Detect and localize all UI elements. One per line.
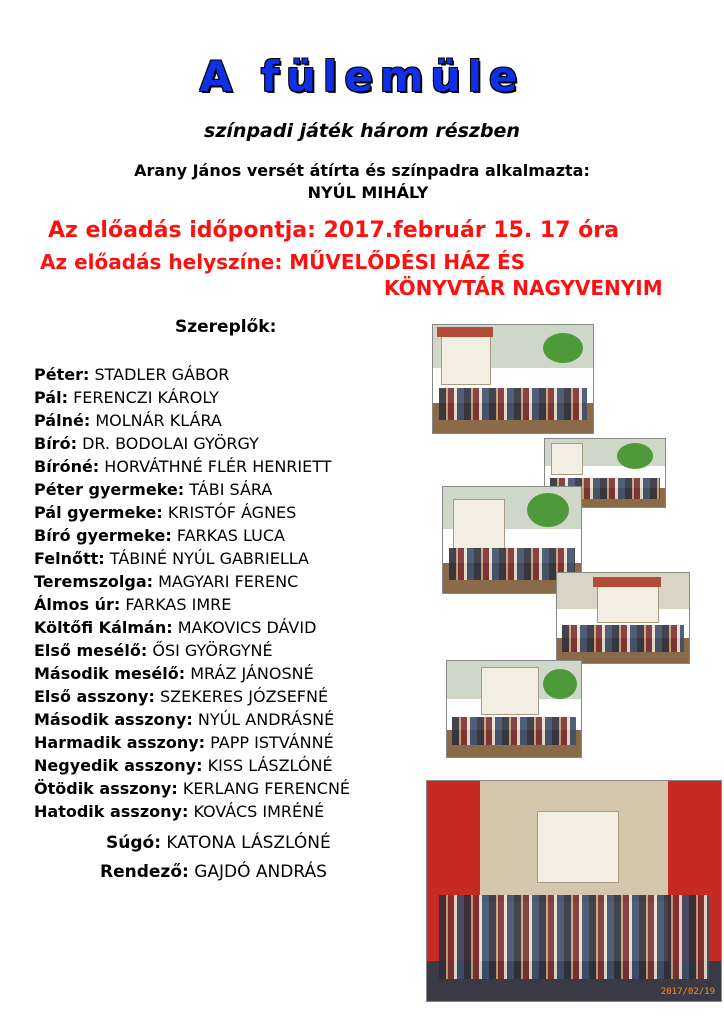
cast-actor: HORVÁTHNÉ FLÉR HENRIETT [104, 457, 332, 476]
adapter-name: NYÚL MIHÁLY [307, 183, 429, 202]
stage-photo-1 [432, 324, 594, 434]
photo-date-stamp: 2017/02/19 [660, 987, 715, 997]
cast-role: Pál gyermeke: [34, 503, 163, 522]
cast-actor: FARKAS LUCA [176, 526, 285, 545]
cast-actor: MRÁZ JÁNOSNÉ [190, 664, 314, 683]
cast-role: Második mesélő: [34, 664, 186, 683]
cast-actor: TÁBI SÁRA [189, 480, 273, 499]
crew-person: GAJDÓ ANDRÁS [194, 862, 327, 882]
cast-role: Felnőtt: [34, 549, 105, 568]
cast-item [34, 754, 350, 777]
cast-item [34, 524, 350, 547]
cast-role: Péter: [34, 365, 90, 384]
cast-role: Bíró gyermeke: [34, 526, 172, 545]
cast-actor: KOVÁCS IMRÉNÉ [193, 802, 325, 821]
cast-role: Harmadik asszony: [34, 733, 206, 752]
cast-actor: FERENCZI KÁROLY [73, 388, 219, 407]
cast-item [34, 777, 350, 800]
cast-role: Hatodik asszony: [34, 802, 189, 821]
cast-actor: PAPP ISTVÁNNÉ [210, 733, 334, 752]
cast-role: Első asszony: [34, 687, 155, 706]
cast-role: Bíró: [34, 434, 77, 453]
performance-date: Az előadás időpontja: 2017.február 15. 17 óra [48, 218, 619, 243]
cast-item [34, 386, 350, 409]
cast-role: Ötödik asszony: [34, 779, 178, 798]
crew-role: Rendező: [100, 862, 189, 882]
crew-role: Súgó: [106, 833, 161, 853]
stage-photo-5 [446, 660, 582, 758]
crew-list [100, 829, 331, 887]
adaptation-line: Arany János versét átírta és színpadra alkalmazta: [134, 161, 590, 180]
cast-actor: KERLANG FERENCNÉ [182, 779, 351, 798]
crew-item [100, 858, 331, 887]
cast-item [34, 363, 350, 386]
crew-item [100, 829, 331, 858]
cast-item [34, 432, 350, 455]
stage-photo-6 [426, 780, 722, 1002]
cast-actor: STADLER GÁBOR [94, 365, 230, 384]
page-title: A fülemüle [199, 52, 525, 101]
cast-item [34, 478, 350, 501]
cast-role: Bíróné: [34, 457, 100, 476]
cast-actor: TÁBINÉ NYÚL GABRIELLA [109, 549, 309, 568]
performance-venue-cont: KÖNYVTÁR NAGYVENYIM [384, 276, 663, 300]
cast-actor: SZEKERES JÓZSEFNÉ [159, 687, 329, 706]
cast-item [34, 731, 350, 754]
cast-item [34, 570, 350, 593]
stage-photo-4 [556, 572, 690, 664]
cast-list [34, 363, 350, 823]
cast-role: Költőfi Kálmán: [34, 618, 173, 637]
cast-item [34, 547, 350, 570]
cast-item [34, 616, 350, 639]
cast-actor: MOLNÁR KLÁRA [95, 411, 222, 430]
cast-role: Pálné: [34, 411, 91, 430]
cast-actor: MAGYARI FERENC [158, 572, 299, 591]
cast-heading: Szereplők: [175, 317, 277, 337]
cast-role: Pál: [34, 388, 68, 407]
performance-venue: Az előadás helyszíne: MŰVELŐDÉSI HÁZ ÉS [40, 250, 526, 274]
cast-item [34, 455, 350, 478]
cast-item [34, 593, 350, 616]
cast-item [34, 800, 350, 823]
cast-item [34, 708, 350, 731]
cast-actor: ŐSI GYÖRGYNÉ [152, 641, 273, 660]
cast-item [34, 501, 350, 524]
cast-actor: KISS LÁSZLÓNÉ [207, 756, 333, 775]
cast-role: Második asszony: [34, 710, 193, 729]
crew-person: KATONA LÁSZLÓNÉ [166, 833, 331, 853]
cast-role: Negyedik asszony: [34, 756, 203, 775]
cast-item [34, 639, 350, 662]
cast-item [34, 409, 350, 432]
cast-actor: MAKOVICS DÁVID [177, 618, 317, 637]
cast-role: Álmos úr: [34, 595, 121, 614]
cast-actor: NYÚL ANDRÁSNÉ [197, 710, 335, 729]
cast-role: Teremszolga: [34, 572, 154, 591]
subtitle: színpadi játék három részben [204, 120, 520, 142]
cast-item [34, 685, 350, 708]
cast-actor: DR. BODOLAI GYÖRGY [82, 434, 259, 453]
cast-role: Péter gyermeke: [34, 480, 185, 499]
cast-actor: KRISTÓF ÁGNES [167, 503, 297, 522]
cast-item [34, 662, 350, 685]
cast-actor: FARKAS IMRE [125, 595, 232, 614]
cast-role: Első mesélő: [34, 641, 148, 660]
